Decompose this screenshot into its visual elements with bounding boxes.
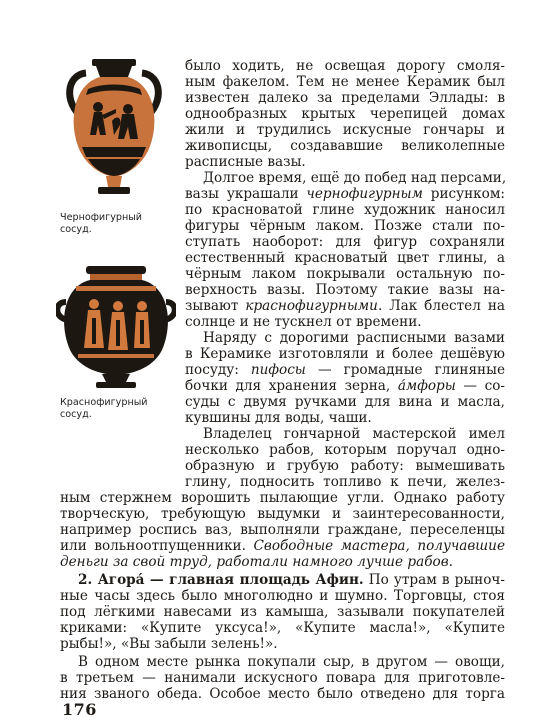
caption-line: Краснофигурный bbox=[60, 397, 148, 408]
text-line: живописцы, создававшие великолепные bbox=[185, 138, 505, 154]
text-span: вазы украшали bbox=[185, 186, 307, 202]
text-line bbox=[185, 378, 505, 394]
term-krasnofigurny: краснофигурными bbox=[245, 298, 378, 314]
text-line: расписные вазы. bbox=[185, 154, 306, 170]
text-line: суды с двумя ручками для вина и масла, bbox=[185, 394, 505, 410]
text-line: В одном месте рынка покупали сыр, в другом — овощи, bbox=[78, 654, 505, 670]
text-line bbox=[185, 186, 505, 202]
red-figure-vase-image bbox=[56, 262, 176, 392]
text-line: под лёгкими навесами из камыша, зазывали покупателей bbox=[60, 604, 505, 620]
text-line: известен далеко за пределами Эллады: в bbox=[185, 90, 505, 106]
emphasis-text: Свободные мастера, получавшие bbox=[253, 538, 505, 554]
text-span: посуду: bbox=[185, 362, 251, 378]
text-line: чёрным лаком покрывали остальную по- bbox=[185, 266, 505, 282]
text-line: несколько рабов, которым поручал одно- bbox=[185, 442, 505, 458]
text-line: естественный красноватый цвет глины, а bbox=[185, 250, 505, 266]
caption-line: сосуд. bbox=[60, 409, 92, 420]
page-number: 176 bbox=[62, 700, 97, 719]
black-figure-vase-image bbox=[58, 55, 170, 205]
text-line bbox=[185, 362, 505, 378]
text-line: в Керамике изготовляли и более дешёвую bbox=[185, 346, 505, 362]
text-line: верхность вазы. Поэтому такие вазы на- bbox=[185, 282, 505, 298]
text-span: бочки для хранения зерна, bbox=[185, 378, 398, 394]
text-line: криками: «Купите уксуса!», «Купите масла!», «Купите bbox=[60, 620, 505, 636]
text-span: По утрам в рыноч- bbox=[363, 572, 505, 588]
text-line: солнце и не тускнел от времени. bbox=[185, 314, 422, 330]
text-line: Владелец гончарной мастерской имел bbox=[203, 426, 505, 442]
caption-line: сосуд. bbox=[60, 224, 92, 235]
red-figure-vase-caption bbox=[60, 397, 180, 421]
text-line: ным факелом. Тем не менее Керамик был bbox=[185, 74, 505, 90]
text-line: ным стержнем ворошить пылающие угли. Однако работу bbox=[60, 490, 505, 506]
emphasis-text: деньги за свой труд, работали намного лучше рабов. bbox=[60, 554, 453, 570]
text-line: кувшины для воды, чаши. bbox=[185, 410, 372, 426]
text-line bbox=[185, 298, 505, 314]
text-line: например роспись ваз, выполняли граждане, переселенцы bbox=[60, 522, 505, 538]
text-line: было ходить, не освещая дорогу смоля- bbox=[185, 58, 505, 74]
text-line: жили и трудились искусные гончары и bbox=[185, 122, 505, 138]
text-line: однообразных крытых черепицей домах bbox=[185, 106, 505, 122]
text-line: рыбы!», «Вы забыли зелень!». bbox=[60, 636, 278, 652]
term-chernofigurny: чернофигурным bbox=[306, 186, 423, 202]
section-heading: 2. Агора́ — главная площадь Афин. bbox=[78, 572, 364, 588]
term-pifosy: пифосы bbox=[250, 362, 306, 378]
text-line: образную и грубую работу: вымешивать bbox=[185, 458, 505, 474]
text-span: зывают bbox=[185, 298, 246, 314]
text-span: — со- bbox=[455, 378, 505, 394]
text-line: ступать наоборот: для фигур сохраняли bbox=[185, 234, 505, 250]
text-line: ные часы здесь было многолюдно и шумно. Торговцы, стоя bbox=[60, 588, 505, 604]
caption-line: Чернофигурный bbox=[60, 212, 143, 223]
text-line: ния званого обеда. Особое место было отведено для торга bbox=[60, 686, 505, 702]
text-line bbox=[60, 538, 505, 554]
text-span: . Лак блестел на bbox=[377, 298, 506, 314]
section-heading-line bbox=[60, 572, 505, 588]
text-line: фигуры чёрным лаком. Позже стали по- bbox=[185, 218, 505, 234]
text-span: рисунком: bbox=[422, 186, 506, 202]
text-span: — громадные глиняные bbox=[305, 362, 505, 378]
term-amfory: а́мфоры bbox=[397, 378, 456, 394]
text-line: по красноватой глине художник наносил bbox=[185, 202, 505, 218]
text-span: или вольноотпущенники. bbox=[60, 538, 254, 554]
text-line: в третьем — нанимали искусного повара для приготовле- bbox=[60, 670, 505, 686]
text-line: глину, подносить топливо к печи, желез- bbox=[185, 474, 505, 490]
text-line: Долгое время, ещё до побед над персами, bbox=[203, 170, 507, 186]
text-line: творческую, требующую выдумки и заинтересованности, bbox=[60, 506, 505, 522]
black-figure-vase-caption bbox=[60, 212, 180, 236]
text-line: Наряду с дорогими расписными вазами bbox=[203, 330, 505, 346]
